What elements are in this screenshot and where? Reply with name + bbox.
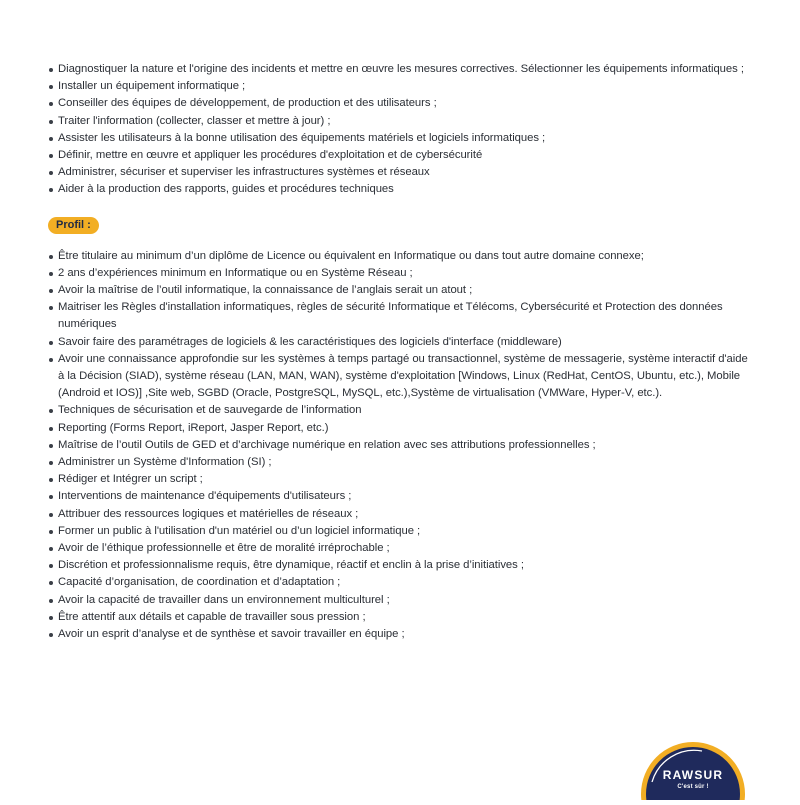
list-item: Traiter l'information (collecter, classer et mettre à jour) ; [48, 113, 748, 130]
list-item: Administrer un Système d'Information (SI) ; [48, 454, 748, 471]
list-item: Savoir faire des paramétrages de logiciels & les caractéristiques des logiciels d'interface (middleware) [48, 334, 748, 351]
list-item: Être titulaire au minimum d’un diplôme de Licence ou équivalent en Informatique ou dans tout autre domaine connexe; [48, 248, 748, 265]
logo-tagline: C'est sûr ! [677, 784, 709, 790]
list-item: Définir, mettre en œuvre et appliquer les procédures d'exploitation et de cybersécurité [48, 147, 748, 164]
list-item: Maitriser les Règles d'installation informatiques, règles de sécurité Informatique et Télécoms, Cybersécurité et Protection des données numériques [48, 299, 748, 333]
list-item: Avoir une connaissance approfondie sur les systèmes à temps partagé ou transactionnel, système de messagerie, système interactif d'aide à la Décision (SIAD), système réseau (LAN, MAN, WAN), système d'exploitation [Windows, Linux (RedHat, CentOS, Ubuntu, etc.), Mobile (Android et IOS)] ,Site web, SGBD (Oracle, PostgreSQL, MySQL, etc.),Système de virtualisation (VMWare, Hyper-V, etc.). [48, 351, 748, 403]
list-item: Interventions de maintenance d'équipements d'utilisateurs ; [48, 488, 748, 505]
list-item: Maîtrise de l’outil Outils de GED et d’archivage numérique en relation avec ses attributions professionnelles ; [48, 437, 748, 454]
list-item: Aider à la production des rapports, guides et procédures techniques [48, 181, 748, 198]
profil-badge: Profil : [48, 217, 99, 234]
list-item: Former un public à l'utilisation d'un matériel ou d’un logiciel informatique ; [48, 523, 748, 540]
profil-heading [48, 215, 748, 234]
list-item: 2 ans d’expériences minimum en Informatique ou en Système Réseau ; [48, 265, 748, 282]
list-item: Attribuer des ressources logiques et matérielles de réseaux ; [48, 506, 748, 523]
profil-list [48, 248, 748, 644]
list-item: Techniques de sécurisation et de sauvegarde de l’information [48, 402, 748, 419]
list-item: Avoir la capacité de travailler dans un environnement multiculturel ; [48, 592, 748, 609]
list-item: Avoir un esprit d’analyse et de synthèse et savoir travailler en équipe ; [48, 626, 748, 643]
list-item: Diagnostiquer la nature et l'origine des incidents et mettre en œuvre les mesures correctives. Sélectionner les équipements informatiques ; [48, 61, 748, 78]
list-item: Capacité d’organisation, de coordination et d’adaptation ; [48, 574, 748, 591]
list-item: Discrétion et professionnalisme requis, être dynamique, réactif et enclin à la prise d’initiatives ; [48, 557, 748, 574]
rawsur-logo [640, 738, 746, 800]
job-description [48, 61, 748, 643]
list-item: Installer un équipement informatique ; [48, 78, 748, 95]
missions-list [48, 61, 748, 199]
list-item: Reporting (Forms Report, iReport, Jasper Report, etc.) [48, 420, 748, 437]
list-item: Rédiger et Intégrer un script ; [48, 471, 748, 488]
list-item: Administrer, sécuriser et superviser les infrastructures systèmes et réseaux [48, 164, 748, 181]
list-item: Assister les utilisateurs à la bonne utilisation des équipements matériels et logiciels informatiques ; [48, 130, 748, 147]
list-item: Conseiller des équipes de développement, de production et des utilisateurs ; [48, 95, 748, 112]
list-item: Avoir de l’éthique professionnelle et être de moralité irréprochable ; [48, 540, 748, 557]
list-item: Avoir la maîtrise de l’outil informatique, la connaissance de l’anglais serait un atout ; [48, 282, 748, 299]
logo-name: RAWSUR [662, 768, 724, 782]
list-item: Être attentif aux détails et capable de travailler sous pression ; [48, 609, 748, 626]
